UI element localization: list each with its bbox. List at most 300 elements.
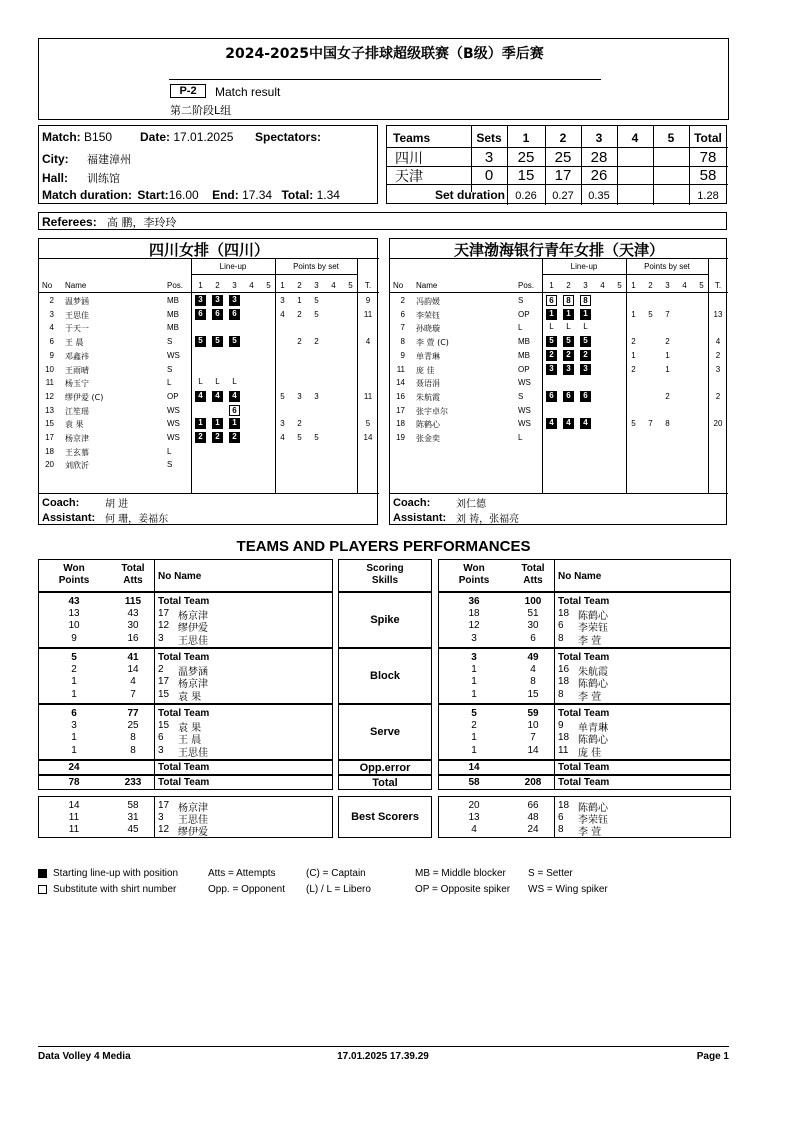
won-points: 3 (471, 652, 477, 663)
coach-name: 刘仁德 (456, 499, 486, 510)
attempts: 8 (530, 676, 536, 688)
player-name: 朱航霞 (578, 667, 608, 679)
set-duration-total: 1.28 (697, 190, 719, 202)
player-position: WS (518, 378, 531, 388)
lineup-set-header: 5 (617, 281, 622, 290)
total-team-a: Total Team (158, 777, 210, 788)
points-set: 4 (280, 309, 285, 319)
player-number: 13 (45, 405, 54, 415)
points-set: 2 (631, 337, 636, 347)
divider (387, 184, 728, 185)
set-1-duration: 0.26 (515, 190, 537, 202)
player-number: 3 (158, 632, 164, 644)
points-set: 1 (631, 309, 636, 319)
divider (390, 493, 728, 494)
attempts: 77 (127, 708, 139, 719)
lineup-marker: 5 (229, 336, 240, 347)
best-player-number: 18 (558, 800, 570, 811)
attempts: 115 (124, 596, 142, 607)
attempts: 7 (130, 688, 136, 700)
won-points: 1 (471, 664, 477, 676)
player-position: S (167, 460, 173, 470)
lineup-marker: 5 (546, 336, 557, 347)
team-a-name: 四川 (395, 151, 423, 167)
divider (708, 258, 709, 493)
player-name: 杨京津 (178, 679, 208, 691)
player-name: 聂语涓 (416, 379, 440, 389)
attempts: 8 (130, 744, 136, 756)
player-name: 李 萱 (578, 635, 602, 647)
attempts: 49 (527, 652, 539, 663)
pos-header: Pos. (518, 281, 535, 290)
attempts: 41 (127, 652, 139, 663)
attempts: 14 (127, 664, 139, 676)
legend-op: OP = Opposite spiker (415, 884, 511, 895)
lineup-set-header: 2 (566, 281, 571, 290)
hall-label: Hall: (42, 171, 69, 185)
player-number: 19 (396, 433, 405, 442)
lineup-marker: 4 (563, 418, 574, 429)
legend-starter: Starting line-up with position (53, 868, 179, 879)
best-won-points: 14 (68, 800, 80, 811)
player-name: 温梦涵 (178, 667, 208, 679)
lineup-marker: 6 (229, 405, 240, 416)
lineup-marker: L (566, 322, 571, 332)
teams-header: Teams (393, 131, 431, 145)
player-name: 温梦涵 (65, 297, 89, 306)
player-number: 17 (45, 433, 54, 442)
player-number: 8 (558, 632, 564, 644)
divider (39, 258, 379, 259)
title-underline (169, 79, 601, 80)
attempts: 4 (530, 664, 536, 676)
divider (554, 796, 555, 838)
won-points: 1 (471, 688, 477, 700)
won-points: 1 (471, 744, 477, 756)
report-subtitle: Match result (215, 85, 281, 99)
duration-label: Match duration: (42, 188, 132, 202)
points-set: 3 (280, 419, 285, 429)
best-player-name: 李荣钰 (578, 815, 608, 826)
legend-opp: Opp. = Opponent (208, 884, 286, 895)
player-number: 8 (400, 337, 405, 347)
footer-page: Page 1 (696, 1051, 729, 1062)
best-attempts: 48 (527, 812, 539, 823)
player-name: 王 晨 (65, 338, 84, 348)
lineup-marker: 2 (546, 350, 557, 361)
divider (554, 648, 555, 704)
assistant-names: 刘 祷，张福亮 (456, 514, 520, 525)
lineup-set-header: 5 (266, 281, 271, 290)
player-position: WS (167, 419, 180, 429)
attempts: 30 (527, 620, 539, 632)
no-header: No (393, 281, 404, 290)
player-number: 2 (158, 664, 164, 676)
assistant-label: Assistant: (42, 512, 96, 524)
stage-label: 第二阶段L组 (170, 104, 232, 117)
won-points: 12 (468, 620, 480, 632)
total-team-label: Total Team (158, 596, 210, 607)
lineup-header: Line-up (570, 262, 598, 271)
referees-names: 高 鹏，李玲玲 (107, 216, 177, 229)
lineup-marker: 2 (212, 432, 223, 443)
player-name: 缪伊爱 (178, 623, 208, 635)
points-set: 3 (280, 296, 285, 305)
player-position: OP (518, 364, 530, 374)
player-number: 12 (158, 620, 170, 632)
points-total: 14 (363, 433, 373, 442)
player-number: 20 (45, 460, 54, 470)
lineup-marker: 1 (212, 418, 223, 429)
match-line (42, 130, 112, 144)
player-number: 6 (400, 309, 405, 319)
opp-error-total-a: Total Team (158, 762, 210, 773)
total-won-a: 78 (68, 777, 80, 788)
team-b-name: 天津 (395, 169, 423, 185)
end-value: 17.34 (242, 188, 273, 202)
divider (39, 493, 379, 494)
won-points: 1 (471, 732, 477, 744)
date-label: Date: (140, 130, 171, 144)
best-won-points: 20 (468, 800, 480, 811)
player-name: 庞 佳 (578, 747, 602, 759)
player-number: 16 (558, 664, 570, 676)
player-name: 江笙瑶 (65, 406, 89, 416)
attempts: 6 (530, 632, 536, 644)
points-set: 5 (280, 391, 285, 401)
points-set: 1 (665, 364, 670, 374)
won-points: 1 (71, 688, 77, 700)
referees-label: Referees: (42, 215, 97, 229)
assistant-label: Assistant: (393, 512, 447, 524)
match-number: B150 (84, 130, 113, 144)
player-number: 7 (400, 323, 405, 333)
won-points: 5 (471, 708, 477, 719)
points-set-header: 3 (665, 281, 670, 290)
divider (542, 274, 708, 275)
lineup-marker: 2 (195, 432, 206, 443)
points-header: Points by set (293, 262, 339, 271)
points-header: Points by set (644, 262, 690, 271)
substitute-legend-icon (38, 885, 47, 894)
player-position: L (167, 378, 172, 388)
attempts: 14 (527, 744, 539, 756)
won-points: 2 (471, 720, 477, 732)
lineup-set-header: 3 (232, 281, 237, 290)
team-b-set3: 26 (590, 167, 608, 184)
divider (554, 559, 555, 593)
lineup-marker: 1 (229, 418, 240, 429)
points-set: 2 (314, 337, 319, 347)
player-position: WS (518, 419, 531, 429)
divider (154, 760, 155, 775)
competition-title: 2024-2025中国女子排球超级联赛（B级）季后赛 (225, 46, 544, 62)
points-total: 3 (715, 364, 721, 374)
player-name: 王雨晴 (65, 365, 89, 375)
best-player-name: 李 萱 (578, 827, 602, 838)
total-header: Total (694, 131, 722, 145)
player-number: 16 (396, 391, 405, 401)
pos-header: Pos. (167, 281, 184, 290)
player-number: 18 (45, 446, 54, 456)
player-name: 陈鹤心 (578, 611, 608, 623)
points-set: 5 (648, 309, 653, 319)
player-name: 袁 果 (178, 691, 202, 703)
points-total: 11 (363, 391, 373, 401)
player-name: 李 萱 (C) (416, 338, 449, 348)
total-atts-a: 233 (124, 777, 142, 788)
best-player-name: 缪伊爱 (178, 827, 208, 838)
total-team-label: Total Team (158, 708, 210, 719)
divider (542, 258, 543, 493)
lineup-marker: L (198, 377, 203, 387)
player-position: OP (167, 391, 179, 401)
divider (390, 292, 728, 293)
team-a-sets: 3 (484, 149, 494, 166)
match-label: Match: (42, 130, 81, 144)
points-total: 13 (713, 309, 723, 319)
attempts: 43 (127, 608, 139, 620)
points-set-header: 4 (682, 281, 687, 290)
lineup-marker: 6 (546, 391, 557, 402)
player-name: 朱航霞 (416, 392, 440, 402)
player-number: 9 (558, 720, 564, 732)
player-name: 王玄慕 (65, 447, 89, 457)
score-box (386, 125, 727, 204)
lineup-marker: 1 (563, 309, 574, 320)
coach-name: 胡 进 (105, 499, 129, 510)
legend-atts: Atts = Attempts (208, 868, 276, 879)
best-attempts: 66 (527, 800, 539, 811)
points-set: 2 (297, 337, 302, 347)
points-total: 20 (713, 419, 723, 429)
player-number: 2 (400, 296, 405, 305)
spectators-label: Spectators: (255, 130, 322, 144)
city-value: 福建漳州 (87, 153, 131, 166)
performance-title: TEAMS AND PLAYERS PERFORMANCES (236, 538, 531, 555)
team-b-set1: 15 (517, 167, 535, 184)
points-set-header: 3 (314, 281, 319, 290)
player-name: 李荣钰 (416, 310, 440, 320)
lineup-marker: 3 (229, 295, 240, 306)
player-name: 陈鹤心 (578, 735, 608, 747)
total-atts-header-a: Total Atts (121, 563, 145, 586)
lineup-marker: 1 (195, 418, 206, 429)
player-position: WS (167, 405, 180, 415)
set-duration-label: Set duration (434, 188, 505, 202)
player-position: S (518, 391, 524, 401)
divider (191, 258, 192, 493)
player-name: 陈鹤心 (578, 679, 608, 691)
opp-error-won-a: 24 (68, 762, 80, 773)
divider (154, 559, 155, 593)
lineup-marker: 4 (212, 391, 223, 402)
set-2-duration: 0.27 (552, 190, 574, 202)
points-set-header: 4 (331, 281, 336, 290)
total-value: 1.34 (316, 188, 340, 202)
divider (191, 274, 357, 275)
lineup-marker: L (232, 377, 237, 387)
player-name: 邓鑫祎 (65, 351, 89, 361)
no-name-header-b: No Name (558, 571, 602, 582)
player-number: 11 (45, 378, 54, 388)
won-points: 36 (468, 596, 480, 607)
lineup-header: Line-up (219, 262, 247, 271)
player-position: MB (167, 309, 179, 319)
set-3-header: 3 (595, 131, 603, 145)
divider (154, 775, 155, 790)
player-name: 张宇卓尔 (416, 406, 448, 416)
points-set: 2 (665, 337, 670, 347)
coach-label: Coach: (393, 497, 431, 509)
best-player-number: 8 (558, 824, 564, 835)
divider (387, 147, 728, 148)
player-name: 王思佳 (178, 635, 208, 647)
best-won-points: 13 (468, 812, 480, 823)
total-atts-b: 208 (524, 777, 542, 788)
t-header: T. (364, 281, 372, 290)
player-number: 17 (158, 608, 170, 620)
won-points: 1 (71, 676, 77, 688)
points-set: 1 (297, 296, 302, 305)
player-number: 3 (49, 309, 54, 319)
points-set: 1 (631, 350, 636, 360)
lineup-marker: 3 (195, 295, 206, 306)
team-title: 四川女排（四川） (148, 241, 269, 259)
no-name-header-a: No Name (158, 571, 202, 582)
total-team-label: Total Team (558, 708, 610, 719)
player-name: 李荣钰 (578, 623, 608, 635)
team-b-total: 58 (699, 167, 717, 184)
lineup-set-header: 1 (549, 281, 554, 290)
divider (390, 258, 728, 259)
set-3-duration: 0.35 (588, 190, 610, 202)
player-name: 张金奕 (416, 434, 440, 443)
lineup-marker: 6 (546, 295, 557, 306)
points-total: 2 (715, 391, 721, 401)
total-team-b: Total Team (558, 777, 610, 788)
won-points: 3 (471, 632, 477, 644)
divider (554, 775, 555, 790)
opp-error-won-b: 14 (468, 762, 480, 773)
set-4-header: 4 (631, 131, 639, 145)
date-value: 17.01.2025 (173, 130, 234, 144)
player-number: 9 (49, 350, 54, 360)
player-name: 单青琳 (578, 723, 608, 735)
best-player-number: 12 (158, 824, 170, 835)
attempts: 15 (527, 688, 539, 700)
points-set: 2 (631, 364, 636, 374)
points-set-header: 2 (648, 281, 653, 290)
points-set: 5 (314, 296, 319, 305)
lineup-marker: 4 (580, 418, 591, 429)
duration-line (42, 188, 340, 202)
player-name: 冯韵媛 (416, 297, 440, 306)
lineup-marker: 2 (563, 350, 574, 361)
points-set: 1 (665, 350, 670, 360)
referees-box (38, 212, 727, 230)
divider (554, 704, 555, 760)
lineup-set-header: 1 (198, 281, 203, 290)
points-set-header: 1 (631, 281, 636, 290)
points-set: 2 (297, 309, 302, 319)
team-a-set2: 25 (554, 149, 572, 166)
team-b-set2: 17 (554, 167, 572, 184)
won-points-header-a: Won Points (58, 563, 90, 586)
player-number: 2 (49, 296, 54, 305)
divider (154, 592, 155, 648)
player-number: 18 (558, 732, 570, 744)
attempts: 30 (127, 620, 139, 632)
player-name: 王 晨 (178, 735, 202, 747)
points-set: 5 (297, 433, 302, 442)
lineup-marker: 3 (212, 295, 223, 306)
attempts: 16 (127, 632, 139, 644)
divider (554, 760, 555, 775)
player-number: 18 (396, 419, 405, 429)
divider (357, 258, 358, 493)
lineup-marker: 3 (563, 364, 574, 375)
points-total: 9 (365, 296, 371, 305)
skill-name: Block (370, 670, 400, 682)
lineup-marker: 6 (229, 309, 240, 320)
legend-libero: (L) / L = Libero (306, 884, 371, 895)
player-number: 12 (45, 391, 54, 401)
won-points: 1 (471, 676, 477, 688)
player-name: 庞 佳 (416, 365, 435, 375)
lineup-marker: 1 (580, 309, 591, 320)
points-set: 7 (665, 309, 670, 319)
lineup-marker: 6 (563, 391, 574, 402)
points-set: 8 (665, 419, 670, 429)
divider (554, 592, 555, 648)
player-position: L (167, 446, 172, 456)
divider (39, 292, 379, 293)
points-total: 2 (715, 350, 721, 360)
lineup-marker: 4 (229, 391, 240, 402)
player-position: WS (167, 433, 180, 442)
best-attempts: 45 (127, 824, 139, 835)
best-attempts: 24 (527, 824, 539, 835)
best-won-points: 11 (68, 824, 80, 835)
player-number: 18 (558, 608, 570, 620)
lineup-marker: 4 (195, 391, 206, 402)
player-position: S (167, 337, 173, 347)
legend-captain: (C) = Captain (306, 868, 366, 879)
best-attempts: 58 (127, 800, 139, 811)
player-name: 王思佳 (178, 747, 208, 759)
lineup-marker: 3 (546, 364, 557, 375)
won-points: 10 (68, 620, 80, 632)
best-scorers-label: Best Scorers (351, 811, 419, 823)
end-label: End: (212, 188, 239, 202)
points-set: 3 (314, 391, 319, 401)
player-number: 14 (396, 378, 405, 388)
won-points: 6 (71, 708, 77, 719)
lineup-marker: 3 (580, 364, 591, 375)
footer-timestamp: 17.01.2025 17.39.29 (337, 1051, 429, 1062)
lineup-set-header: 4 (249, 281, 254, 290)
lineup-marker: 6 (212, 309, 223, 320)
scoring-skills-header: Scoring Skills (366, 563, 404, 586)
legend-substitute: Substitute with shirt number (53, 884, 177, 895)
team-title: 天津渤海银行青年女排（天津） (453, 241, 664, 259)
divider (154, 796, 155, 838)
player-name: 杨玉宁 (65, 379, 89, 389)
lineup-marker: 2 (580, 350, 591, 361)
team-b-sets: 0 (484, 167, 494, 184)
player-name: 袁 果 (65, 420, 84, 430)
